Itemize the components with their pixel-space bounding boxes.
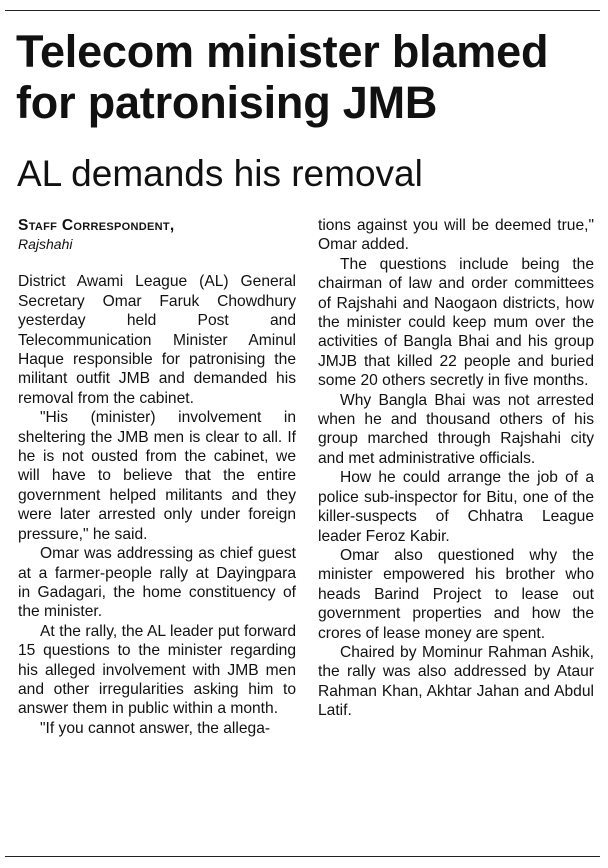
article-paragraph: Chaired by Mominur Rahman Ashik, the rally was also addressed by Ataur Rahman Khan, Akhtar Jahan and Abdul Latif. bbox=[318, 643, 594, 720]
byline: Staff Correspondent, bbox=[18, 217, 175, 234]
article-paragraph: Omar also questioned why the minister empowered his brother who heads Barind Project to lease out government properties and how the crores of lease money are spent. bbox=[318, 546, 594, 642]
article-paragraph: District Awami League (AL) General Secretary Omar Faruk Chowdhury yesterday held Post and Telecommunication Minister Aminul Haque responsible for patronising the militant outfit JMB and demanded his removal from the cabinet. bbox=[18, 273, 296, 407]
article-paragraph: "His (minister) involvement in sheltering the JMB men is clear to all. If he is not ousted from the cabinet, we will have to believe that the entire government helped militants and they were later arrested only under foreign pressure," he said. bbox=[18, 409, 296, 543]
article-paragraph: "If you cannot answer, the allega- bbox=[40, 719, 271, 737]
subheadline: AL demands his removal bbox=[17, 153, 423, 194]
bottom-divider bbox=[5, 856, 600, 857]
top-divider bbox=[5, 10, 600, 11]
article-column-right bbox=[318, 216, 594, 721]
headline: Telecom minister blamed for patronising JMB bbox=[16, 26, 549, 128]
article-paragraph: How he could arrange the job of a police sub-inspector for Bitu, one of the killer-suspects of Chhatra League leader Feroz Kabir. bbox=[318, 469, 594, 545]
article-paragraph: The questions include being the chairman of law and order committees of Rajshahi and Naogaon districts, how the minister could keep mum over the activities of Bangla Bhai and his group JMJB that killed 22 people and buried some 20 others secretly in five months. bbox=[318, 255, 594, 390]
article-paragraph: At the rally, the AL leader put forward 15 questions to the minister regarding his alleged involvement with JMB men and other irregularities asking him to answer them in public within a month. bbox=[18, 622, 296, 718]
article-paragraph: Omar was addressing as chief guest at a farmer-people rally at Dayingpara in Gadagari, the home constituency of the minister. bbox=[18, 545, 296, 621]
dateline: Rajshahi bbox=[18, 236, 73, 253]
article-paragraph: tions against you will be deemed true," Omar added. bbox=[318, 217, 594, 254]
article-column-left bbox=[18, 216, 296, 738]
article-paragraph: Why Bangla Bhai was not arrested when he and thousand others of his group marched through Rajshahi city and met administrative officials. bbox=[318, 391, 594, 467]
